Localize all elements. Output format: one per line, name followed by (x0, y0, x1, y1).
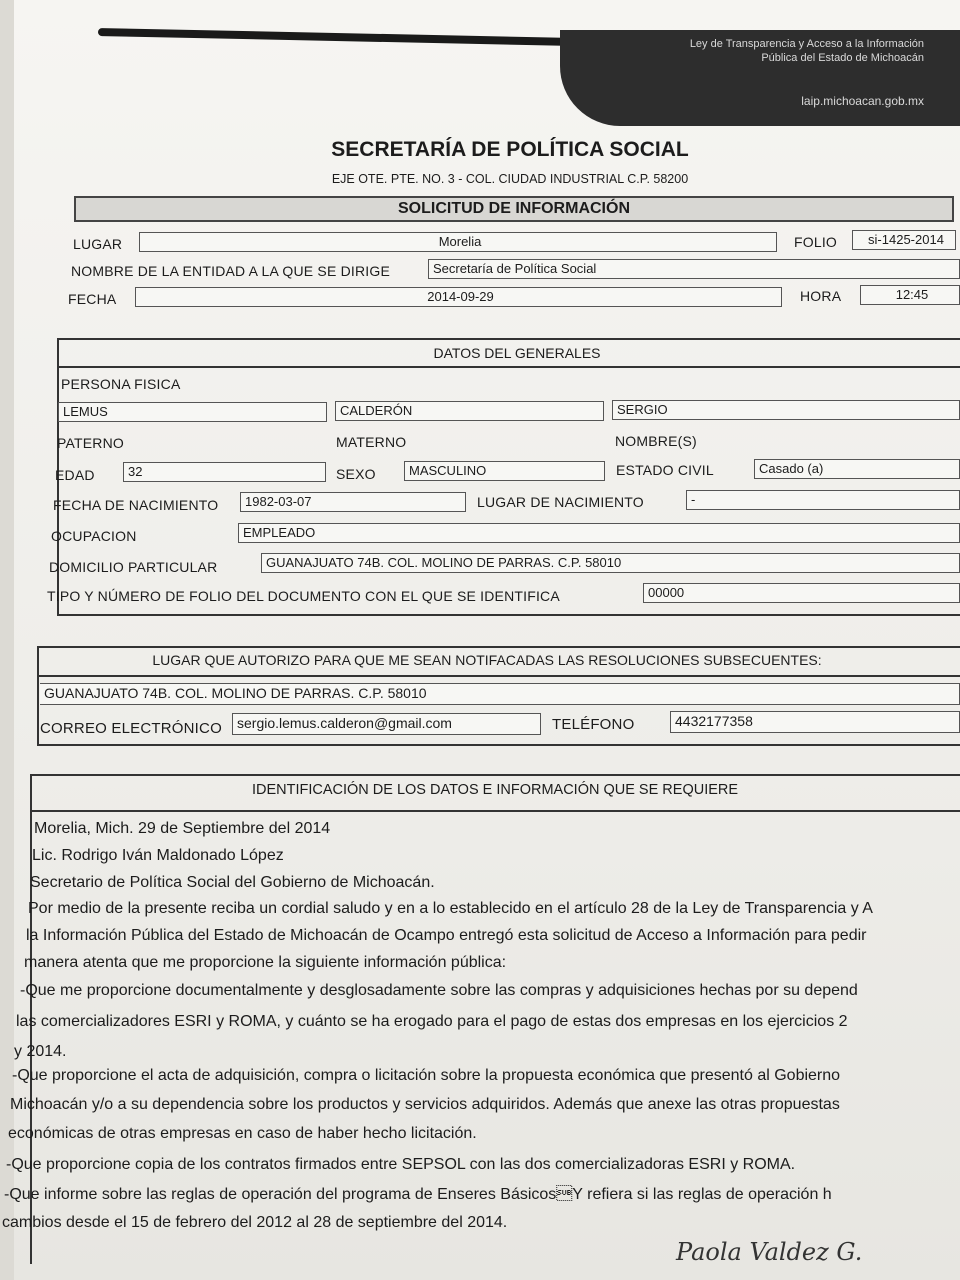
letter-line: cambios desde el 15 de febrero del 2012 al 28 de septiembre del 2014. (2, 1214, 508, 1231)
estado-civil-label: ESTADO CIVIL (616, 462, 714, 478)
letter-line: Por medio de la presente reciba un cordial saludo y en a lo establecido en el artículo 28 de la Ley de Transparencia y A (28, 900, 873, 917)
lugar-nacimiento-label: LUGAR DE NACIMIENTO (477, 494, 644, 510)
paterno-label: PATERNO (57, 435, 124, 451)
letter-line: Morelia, Mich. 29 de Septiembre del 2014 (34, 820, 331, 837)
hora-label: HORA (800, 288, 842, 304)
banner-url: laip.michoacan.gob.mx (801, 94, 924, 108)
letter-line: manera atenta que me proporcione la siguiente información pública: (24, 954, 507, 971)
domicilio-field[interactable]: GUANAJUATO 74B. COL. MOLINO DE PARRAS. C.P. 58010 (261, 553, 960, 573)
agency-title: SECRETARÍA DE POLÍTICA SOCIAL (331, 138, 689, 161)
banner-law-line1: Ley de Transparencia y Acceso a la Información (689, 38, 924, 50)
fecha-label: FECHA (68, 291, 117, 307)
sexo-label: SEXO (336, 466, 376, 482)
ocupacion-label: OCUPACION (51, 528, 137, 544)
banner-law-line2: Pública del Estado de Michoacán (761, 52, 924, 64)
letter-line: las comercializadores ESRI y ROMA, y cuánto se ha erogado para el pago de estas dos empresas en los ejercicios 2 (16, 1013, 848, 1030)
notificaciones-heading: LUGAR QUE AUTORIZO PARA QUE ME SEAN NOTIFACADAS LAS RESOLUCIONES SUBSECUENTES: (152, 652, 822, 668)
fecha-field[interactable]: 2014-09-29 (135, 287, 782, 307)
hora-field[interactable]: 12:45 (860, 285, 960, 305)
letter-line: -Que informe sobre las reglas de operación del programa de Enseres BásicosY refiera si las reglas de operación h (4, 1186, 832, 1203)
ocupacion-field[interactable]: EMPLEADO (238, 523, 960, 543)
nacimiento-label: FECHA DE NACIMIENTO (53, 497, 219, 513)
sexo-field[interactable]: MASCULINO (404, 461, 605, 481)
persona-label: PERSONA FISICA (61, 376, 181, 392)
notificacion-direccion-field[interactable]: GUANAJUATO 74B. COL. MOLINO DE PARRAS. C.P. 58010 (40, 683, 960, 705)
domicilio-label: DOMICILIO PARTICULAR (49, 559, 218, 575)
edad-label: EDAD (55, 467, 95, 483)
letter-line: y 2014. (14, 1043, 67, 1060)
entidad-field[interactable]: Secretaría de Política Social (428, 259, 960, 279)
entidad-label: NOMBRE DE LA ENTIDAD A LA QUE SE DIRIGE (71, 263, 390, 279)
materno-field[interactable]: CALDERÓN (335, 401, 604, 421)
letter-line: Lic. Rodrigo Iván Maldonado López (32, 847, 284, 864)
correo-field[interactable]: sergio.lemus.calderon@gmail.com (232, 713, 541, 735)
correo-label: CORREO ELECTRÓNICO (40, 720, 222, 737)
letter-line: -Que proporcione el acta de adquisición, compra o licitación sobre la propuesta económica que presentó al Gobierno (12, 1067, 841, 1084)
nombre-label: NOMBRE(S) (615, 433, 697, 449)
letter-line: Michoacán y/o a su dependencia sobre los productos y servicios adquiridos. Además que anexe las otras propuestas (10, 1096, 840, 1113)
lugar-field[interactable]: Morelia (139, 232, 777, 252)
letter-line: la Información Pública del Estado de Michoacán de Ocampo entregó esta solicitud de Acceso a Información para pedir (26, 927, 867, 944)
letter-line: económicas de otras empresas en caso de haber hecho licitación. (8, 1125, 477, 1142)
paterno-field[interactable]: LEMUS (58, 402, 327, 422)
signature: Paola Valdez G. (676, 1238, 863, 1266)
folio-doc-field[interactable]: 00000 (643, 583, 960, 603)
edad-field[interactable]: 32 (123, 462, 326, 482)
folio-label: FOLIO (794, 234, 838, 250)
lugar-label: LUGAR (73, 236, 123, 252)
nombre-field[interactable]: SERGIO (612, 400, 960, 420)
lugar-nacimiento-field[interactable]: - (686, 490, 960, 510)
estado-civil-field[interactable]: Casado (a) (754, 459, 960, 479)
letter-line: -Que proporcione copia de los contratos firmados entre SEPSOL con las dos comercializadoras ESRI y ROMA. (6, 1156, 796, 1173)
telefono-field[interactable]: 4432177358 (670, 711, 960, 733)
telefono-label: TELÉFONO (552, 716, 635, 733)
agency-address: EJE OTE. PTE. NO. 3 - COL. CIUDAD INDUSTRIAL C.P. 58200 (331, 172, 689, 186)
nacimiento-field[interactable]: 1982-03-07 (240, 492, 466, 512)
letter-line: -Que me proporcione documentalmente y desglosadamente sobre las compras y adquisiciones hechas por su depend (20, 982, 858, 999)
folio-field[interactable]: si-1425-2014 (852, 230, 956, 250)
identificacion-heading: IDENTIFICACIÓN DE LOS DATOS E INFORMACIÓN QUE SE REQUIERE (251, 782, 739, 798)
folio-doc-label: TIPO Y NÚMERO DE FOLIO DEL DOCUMENTO CON EL QUE SE IDENTIFICA (47, 588, 560, 604)
form-title: SOLICITUD DE INFORMACIÓN (398, 200, 630, 217)
generales-heading: DATOS DEL GENERALES (433, 345, 601, 361)
materno-label: MATERNO (336, 434, 407, 450)
letter-line: Secretario de Política Social del Gobierno de Michoacán. (30, 874, 435, 891)
